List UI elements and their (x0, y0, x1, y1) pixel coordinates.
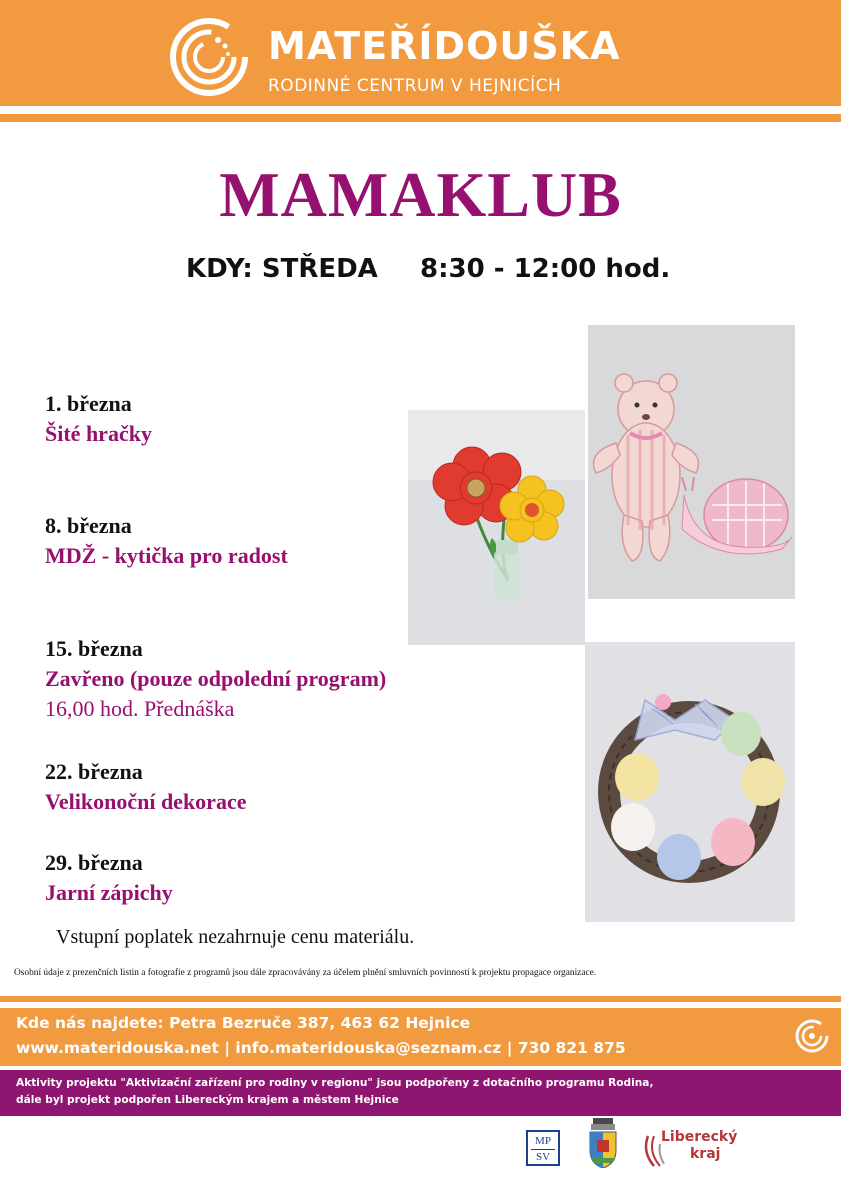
mpsv-logo-bottom: SV (535, 1151, 551, 1163)
when-label: KDY: STŘEDA (186, 254, 378, 284)
event-item (45, 634, 386, 724)
event-name: Jarní zápichy (45, 880, 173, 905)
mpsv-logo-top: MP (535, 1135, 551, 1147)
event-date: 29. března (45, 850, 143, 875)
event-date: 22. března (45, 759, 143, 784)
privacy-disclaimer: Osobní údaje z prezenčních listin a fotografie z programů jsou dále zpracovávány za účelem plnění smluvních povinností k projektu propagace organizace. (14, 968, 597, 978)
hejnice-crest-icon (587, 1118, 619, 1168)
footer-contacts[interactable]: www.materidouska.net | info.materidouska@seznam.cz | 730 821 875 (16, 1039, 626, 1057)
event-name: Šité hračky (45, 421, 152, 446)
event-date: 1. března (45, 391, 132, 416)
event-item (45, 757, 246, 817)
event-name: Zavřeno (pouze odpolední program) (45, 666, 387, 691)
project-line-2: dále byl projekt podpořen Libereckým krajem a městem Hejnice (16, 1094, 399, 1106)
footer-address: Kde nás najdete: Petra Bezruče 387, 463 62 Hejnice (16, 1014, 471, 1032)
event-item (45, 511, 288, 571)
event-name: Velikonoční dekorace (45, 789, 247, 814)
materidouska-small-logo-icon (794, 1018, 830, 1054)
kraj-logo-line-2: kraj (690, 1146, 721, 1162)
page-title: MAMAKLUB (219, 159, 622, 230)
brand-name: MATEŘÍDOUŠKA (268, 24, 621, 68)
event-date: 8. března (45, 513, 132, 538)
event-item (45, 848, 173, 908)
fee-note: Vstupní poplatek nezahrnuje cenu materiálu. (56, 926, 415, 948)
brand-subtitle: RODINNÉ CENTRUM V HEJNICÍCH (268, 76, 562, 96)
event-name: MDŽ - kytička pro radost (45, 543, 288, 568)
when-line (186, 254, 671, 284)
event-date: 15. března (45, 636, 143, 661)
photo-sewn-toys (588, 325, 795, 599)
materidouska-logo-icon (168, 16, 250, 98)
footer-stripe (0, 996, 841, 1002)
photo-paper-flowers (408, 410, 585, 645)
header-stripe (0, 114, 841, 122)
event-note: 16,00 hod. Přednáška (45, 696, 235, 721)
event-item (45, 389, 152, 449)
kraj-logo-line-1: Liberecký (661, 1129, 738, 1145)
when-time: 8:30 - 12:00 hod. (420, 254, 671, 284)
photo-easter-wreath (585, 642, 795, 922)
mpsv-logo (526, 1130, 560, 1166)
project-line-1: Aktivity projektu "Aktivizační zařízení pro rodiny v regionu" jsou podpořeny z dotačního programu Rodina, (16, 1077, 654, 1089)
